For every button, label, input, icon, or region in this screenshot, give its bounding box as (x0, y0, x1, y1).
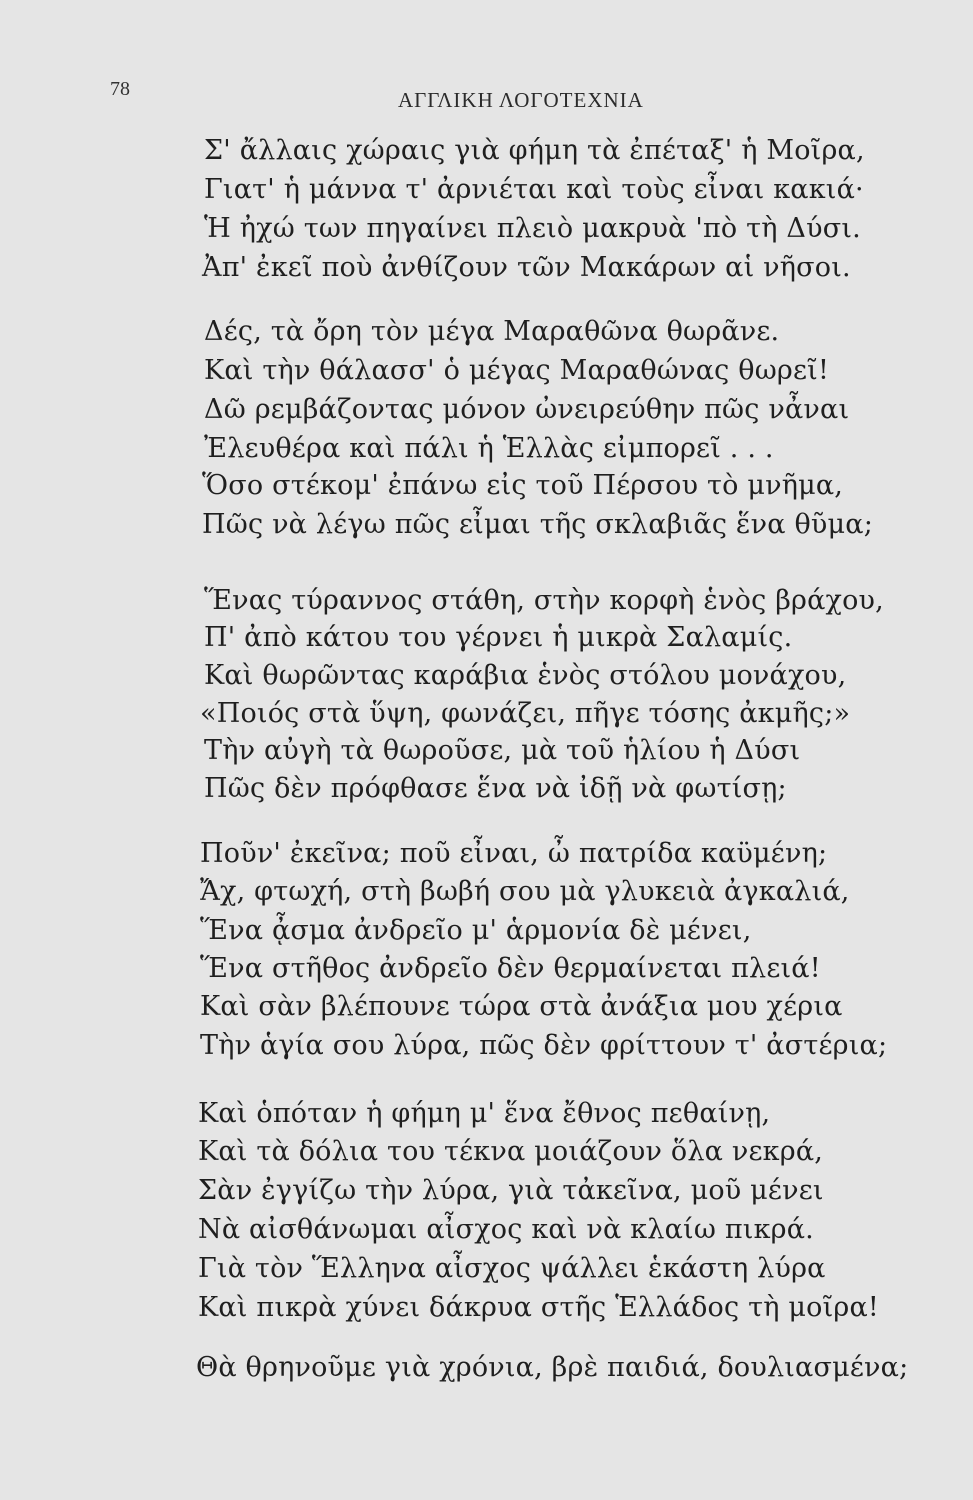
verse-line: Π' ἀπὸ κάτου του γέρνει ἡ μικρὰ Σαλαμίς. (204, 622, 793, 653)
verse-line: «Ποιός στὰ ὕψη, φωνάζει, πῆγε τόσης ἀκμῆς;» (200, 698, 851, 729)
verse-line: Πῶς νὰ λέγω πῶς εἶμαι τῆς σκλαβιᾶς ἕνα θῦμα; (202, 509, 873, 540)
verse-line: Σὰν ἐγγίζω τὴν λύρα, γιὰ τἀκεῖνα, μοῦ μένει (198, 1175, 824, 1206)
verse-line: Ἕνας τύραννος στάθη, στὴν κορφὴ ἑνὸς βράχου, (204, 585, 884, 616)
page-number: 78 (110, 78, 130, 100)
verse-line: Ἄχ, φτωχή, στὴ βωβή σου μὰ γλυκειὰ ἀγκαλιά, (200, 876, 850, 907)
verse-line: Σ' ἄλλαις χώραις γιὰ φήμη τὰ ἐπέταξ' ἡ Μοῖρα, (204, 135, 865, 166)
verse-line: Τὴν αὐγὴ τὰ θωροῦσε, μὰ τοῦ ἡλίου ἡ Δύσι (204, 735, 801, 766)
verse-line: Γιὰ τὸν Ἕλληνα αἶσχος ψάλλει ἑκάστη λύρα (198, 1253, 826, 1284)
verse-line: Καὶ σὰν βλέπουνε τώρα στὰ ἀνάξια μου χέρια (200, 991, 843, 1022)
verse-line: Ποῦν' ἐκεῖνα; ποῦ εἶναι, ὦ πατρίδα καϋμένη; (200, 838, 828, 869)
verse-line: Καὶ ὁπόταν ἡ φήμη μ' ἕνα ἔθνος πεθαίνῃ, (198, 1098, 771, 1129)
verse-line: Ἐλευθέρα καὶ πάλι ἡ Ἑλλὰς εἰμπορεῖ . . . (204, 433, 774, 464)
verse-line: Ἕνα ᾆσμα ἀνδρεῖο μ' ἁρμονία δὲ μένει, (200, 915, 752, 946)
verse-line: Γιατ' ἡ μάννα τ' ἀρνιέται καὶ τοὺς εἶναι κακιά· (204, 174, 864, 205)
verse-line: Νὰ αἰσθάνωμαι αἶσχος καὶ νὰ κλαίω πικρά. (198, 1214, 814, 1245)
verse-line: Ἀπ' ἐκεῖ ποὺ ἀνθίζουν τῶν Μακάρων αἱ νῆσοι. (202, 252, 851, 283)
verse-line: Ἕνα στῆθος ἀνδρεῖο δὲν θερμαίνεται πλειά! (200, 953, 821, 984)
verse-line: Καὶ πικρὰ χύνει δάκρυα στῆς Ἑλλάδος τὴ μοῖρα! (198, 1292, 879, 1323)
verse-line: Ἡ ἠχώ των πηγαίνει πλειὸ μακρυὰ 'πὸ τὴ Δύσι. (204, 213, 861, 244)
verse-line: Δῶ ρεμβάζοντας μόνον ὠνειρεύθην πῶς νἆναι (204, 394, 850, 425)
running-head: ΑΓΓΛΙΚΗ ΛΟΓΟΤΕΧΝΙΑ (398, 88, 644, 112)
verse-line: Πῶς δὲν πρόφθασε ἕνα νὰ ἰδῇ νὰ φωτίσῃ; (204, 773, 787, 804)
verse-line: Τὴν ἁγία σου λύρα, πῶς δὲν φρίττουν τ' ἀστέρια; (200, 1030, 888, 1061)
verse-line: Καὶ τὴν θάλασσ' ὁ μέγας Μαραθώνας θωρεῖ! (204, 355, 830, 386)
verse-line: Καὶ τὰ δόλια του τέκνα μοιάζουν ὅλα νεκρά, (198, 1136, 824, 1167)
verse-line: Θὰ θρηνοῦμε γιὰ χρόνια, βρὲ παιδιά, δουλιασμένα; (196, 1352, 909, 1383)
verse-line: Καὶ θωρῶντας καράβια ἑνὸς στόλου μονάχου, (204, 660, 847, 691)
verse-line: Ὅσο στέκομ' ἐπάνω εἰς τοῦ Πέρσου τὸ μνῆμα, (202, 470, 844, 501)
verse-line: Δές, τὰ ὄρη τὸν μέγα Μαραθῶνα θωρᾶνε. (204, 316, 780, 347)
